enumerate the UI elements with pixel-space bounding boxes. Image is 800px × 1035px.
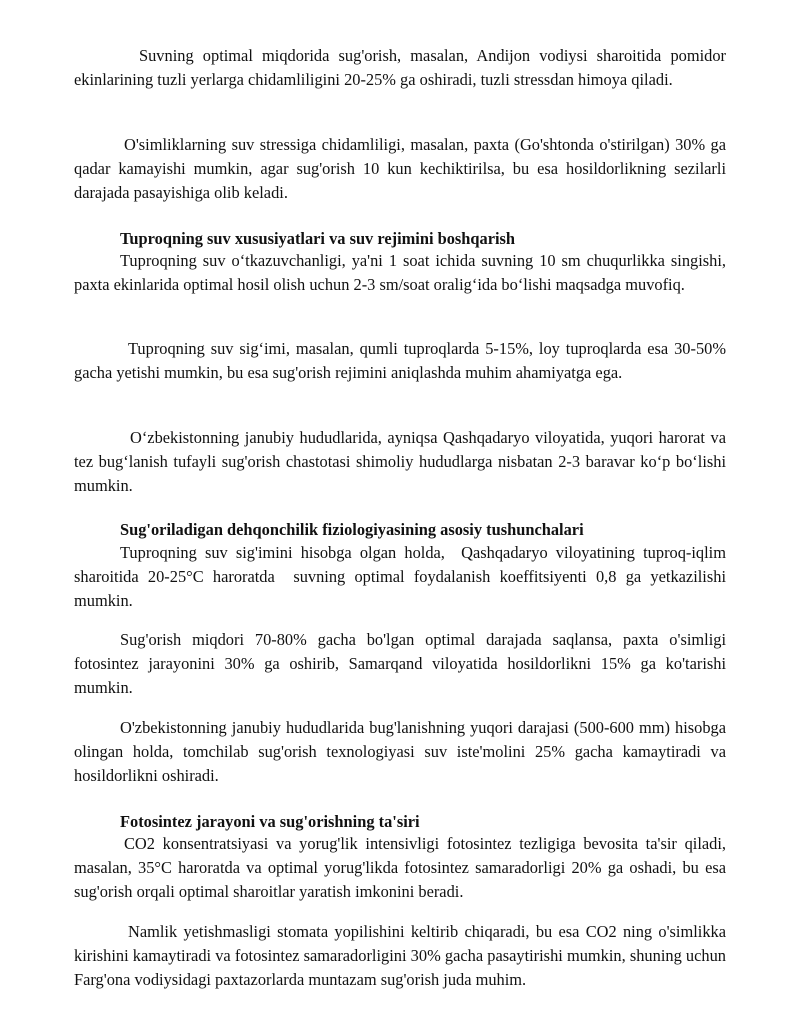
paragraph-salt-tolerance: Suvning optimal miqdorida sug'orish, masalan, Andijon vodiysi sharoitida pomidor ekinlarining tuzli yerlarga chidamliligini 20-25% ga oshiradi, tuzli stressdan himoya qiladi. <box>74 46 731 89</box>
paragraph-irrigation-photosynthesis: Sug'orish miqdori 70-80% gacha bo'lgan optimal darajada saqlansa, paxta o'simligi fotosintez jarayonini 30% ga oshirib, Samarqand viloyatida hosildorlikni 15% ga ko'tarishi mumkin. <box>74 630 731 697</box>
paragraph-soil-capacity: Tuproqning suv sig‘imi, masalan, qumli tuproqlarda 5-15%, loy tuproqlarda esa 30-50% gacha yetishi mumkin, bu esa sug'orish rejimini aniqlashda muhim ahamiyatga ega. <box>74 339 731 382</box>
paragraph-soil-permeability: Tuproqning suv o‘tkazuvchanligi, ya'ni 1 soat ichida suvning 10 sm chuqurlikka singishi, paxta ekinlarida optimal hosil olish uchun 2-3 sm/soat oralig‘ida bo‘lishi maqsadga muvofiq. <box>74 251 735 294</box>
section-heading-photosynthesis: Fotosintez jarayoni va sug'orishning ta'siri <box>120 812 420 831</box>
paragraph-water-stress: O'simliklarning suv stressiga chidamliligi, masalan, paxta (Go'shtonda o'stirilgan) 30% ga qadar kamayishi mumkin, agar sug'orish 10 kun kechiktirilsa, bu esa hosildorlikning sezilarli darajada pasayishiga olib keladi. <box>74 135 731 202</box>
section-heading-soil-water: Tuproqning suv xususiyatlari va suv rejimini boshqarish <box>120 229 516 248</box>
paragraph-southern-regions: O‘zbekistonning janubiy hududlarida, ayniqsa Qashqadaryo viloyatida, yuqori harorat va tez bug‘lanish tufayli sug'orish chastotasi shimoliy hududlarga nisbatan 2-3 baravar ko‘p bo‘lishi mumkin. <box>74 428 731 495</box>
paragraph-co2-light: CO2 konsentratsiyasi va yorug'lik intensivligi fotosintez tezligiga bevosita ta'sir qiladi, masalan, 35°C haroratda va optimal yorug'likda fotosintez samaradorligi 20% ga oshadi, bu esa sug'orish orqali optimal sharoitlar yaratish imkonini beradi. <box>74 834 735 901</box>
paragraph-water-use-coefficient: Tuproqning suv sig'imini hisobga olgan holda, Qashqadaryo viloyatining tuproq-iqlim sharoitida 20-25°C haroratda suvning optimal foydalanish koeffitsiyenti 0,8 ga yetkazilishi mumkin. <box>74 543 731 610</box>
section-heading-physiology: Sug'oriladigan dehqonchilik fiziologiyasining asosiy tushunchalari <box>120 520 584 539</box>
paragraph-drip-irrigation: O'zbekistonning janubiy hududlarida bug'lanishning yuqori darajasi (500-600 mm) hisobga olingan holda, tomchilab sug'orish texnologiyasi suv iste'molini 25% gacha kamaytiradi va hosildorlikni oshiradi. <box>74 718 731 785</box>
paragraph-moisture-deficit: Namlik yetishmasligi stomata yopilishini keltirib chiqaradi, bu esa CO2 ning o'simlikka kirishini kamaytiradi va fotosintez samaradorligini 30% gacha pasaytirishi mumkin, shuning uchun Farg'ona vodiysidagi paxtazorlarda muntazam sug'orish juda muhim. <box>74 922 731 989</box>
